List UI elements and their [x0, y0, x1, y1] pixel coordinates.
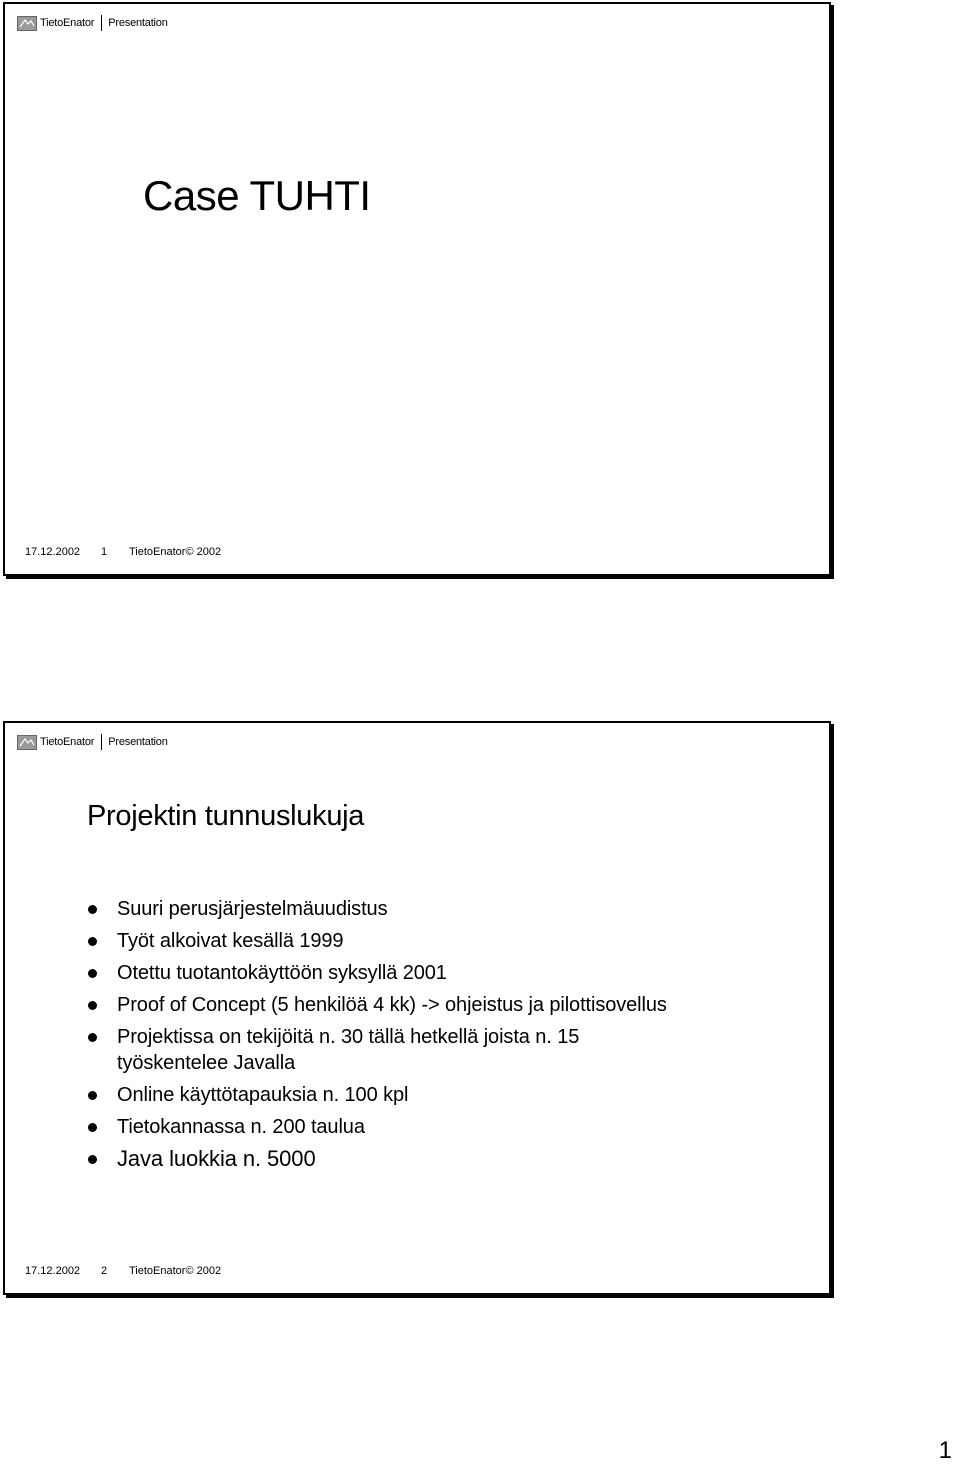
- bullet-icon: [88, 937, 97, 946]
- bullet-item: [85, 1082, 805, 1108]
- bullet-icon: [88, 969, 97, 978]
- header-divider: [101, 734, 102, 750]
- slide-2: [3, 721, 831, 1295]
- bullet-icon: [88, 1001, 97, 1010]
- header-brand: TietoEnator: [40, 17, 95, 29]
- footer-date: 17.12.2002: [25, 546, 81, 558]
- bullet-item: [85, 928, 805, 954]
- slide-footer: [25, 1265, 221, 1277]
- slide-title: Projektin tunnuslukuja: [87, 800, 365, 832]
- bullet-text: Proof of Concept (5 henkilöä 4 kk) -> ohjeistus ja pilottisovellus: [117, 994, 667, 1016]
- bullet-text: Työt alkoivat kesällä 1999: [117, 930, 344, 952]
- footer-copyright: TietoEnator© 2002: [129, 1265, 222, 1277]
- slide-header: [17, 12, 168, 34]
- bullet-list: [85, 896, 805, 1178]
- page-number: 1: [938, 1437, 952, 1464]
- bullet-text: Otettu tuotantokäyttöön syksyllä 2001: [117, 962, 447, 984]
- footer-slide-number: 2: [101, 1265, 108, 1277]
- header-divider: [101, 15, 102, 31]
- bullet-item: [85, 1024, 677, 1076]
- slide-footer: [25, 546, 221, 558]
- header-section: Presentation: [108, 736, 168, 748]
- tietoenator-logo-icon: [17, 16, 37, 31]
- bullet-text: Projektissa on tekijöitä n. 30 tällä hetkellä joista n. 15 työskentelee Javalla: [117, 1026, 580, 1074]
- bullet-item: [85, 960, 805, 986]
- bullet-icon: [88, 1033, 97, 1042]
- footer-date: 17.12.2002: [25, 1265, 81, 1277]
- header-brand: TietoEnator: [40, 736, 95, 748]
- header-section: Presentation: [108, 17, 168, 29]
- slide-header: [17, 731, 168, 753]
- bullet-text: Suuri perusjärjestelmäuudistus: [117, 898, 388, 920]
- bullet-icon: [88, 905, 97, 914]
- bullet-text: Tietokannassa n. 200 taulua: [117, 1116, 365, 1138]
- bullet-item: [85, 896, 805, 922]
- bullet-text: Java luokkia n. 5000: [117, 1146, 316, 1171]
- slide-title: Case TUHTI: [143, 172, 371, 219]
- bullet-item: [85, 1146, 805, 1172]
- tietoenator-logo-icon: [17, 735, 37, 750]
- slide-1: [3, 2, 831, 576]
- bullet-text: Online käyttötapauksia n. 100 kpl: [117, 1084, 409, 1106]
- bullet-item: [85, 992, 805, 1018]
- bullet-item: [85, 1114, 805, 1140]
- footer-copyright: TietoEnator© 2002: [129, 546, 222, 558]
- footer-slide-number: 1: [101, 546, 108, 558]
- bullet-icon: [88, 1155, 97, 1164]
- bullet-icon: [88, 1091, 97, 1100]
- bullet-icon: [88, 1123, 97, 1132]
